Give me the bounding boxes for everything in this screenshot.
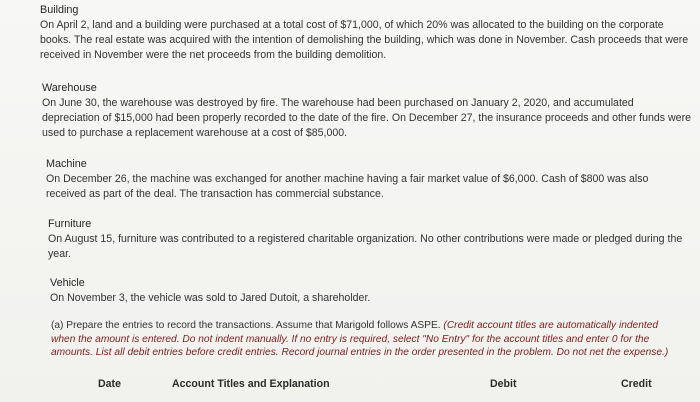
- instructions-text: [51, 319, 681, 360]
- vehicle-section: [50, 276, 650, 306]
- credit-column-header: Credit: [621, 378, 652, 390]
- instructions: [51, 319, 681, 360]
- date-column-header: Date: [98, 378, 121, 390]
- building-section: [40, 3, 695, 63]
- warehouse-section: [42, 81, 692, 141]
- warehouse-heading: Warehouse: [42, 82, 97, 94]
- instructions-prefix: (a) Prepare the entries to record the transactions. Assume that Marigold follows ASPE.: [51, 320, 441, 331]
- building-text: On April 2, land and a building were purchased at a total cost of $71,000, of which 20% was allocated to the building on the corporate books. The real estate was acquired with the intention of demolishing the building, which was done in November. Cash proceeds that were received in November were the net proceeds from the building demolition.: [40, 19, 689, 61]
- vehicle-heading: Vehicle: [50, 277, 85, 289]
- machine-heading: Machine: [46, 158, 87, 170]
- vehicle-text: On November 3, the vehicle was sold to Jared Dutoit, a shareholder.: [50, 292, 371, 304]
- machine-section: [46, 157, 686, 202]
- furniture-section: [48, 217, 688, 262]
- building-heading: Building: [40, 4, 79, 16]
- debit-column-header: Debit: [490, 378, 517, 390]
- instructions-emphasis: (Credit account titles are automatically indented when the amount is entered. Do not indent manually. If no entry is required, select "No Entry" for the account titles and enter 0 for the amounts. List all debit entries before credit entries. Record journal entries in the order presented in the problem. Do not net the expense.): [51, 320, 669, 358]
- account-titles-column-header: Account Titles and Explanation: [172, 378, 330, 390]
- warehouse-text: On June 30, the warehouse was destroyed by fire. The warehouse had been purchased on January 2, 2020, and accumulated depreciation of $15,000 had been properly recorded to the date of the fire. On December 27, the insurance proceeds and other funds were used to purchase a replacement warehouse at a cost of $85,000.: [42, 97, 691, 139]
- journal-table-header: [40, 368, 700, 402]
- furniture-text: On August 15, furniture was contributed to a registered charitable organization. No other contributions were made or pledged during the year.: [48, 233, 683, 260]
- furniture-heading: Furniture: [48, 218, 92, 230]
- machine-text: On December 26, the machine was exchanged for another machine having a fair market value of $6,000. Cash of $800 was also received as part of the deal. The transaction has commercial substance.: [46, 173, 649, 200]
